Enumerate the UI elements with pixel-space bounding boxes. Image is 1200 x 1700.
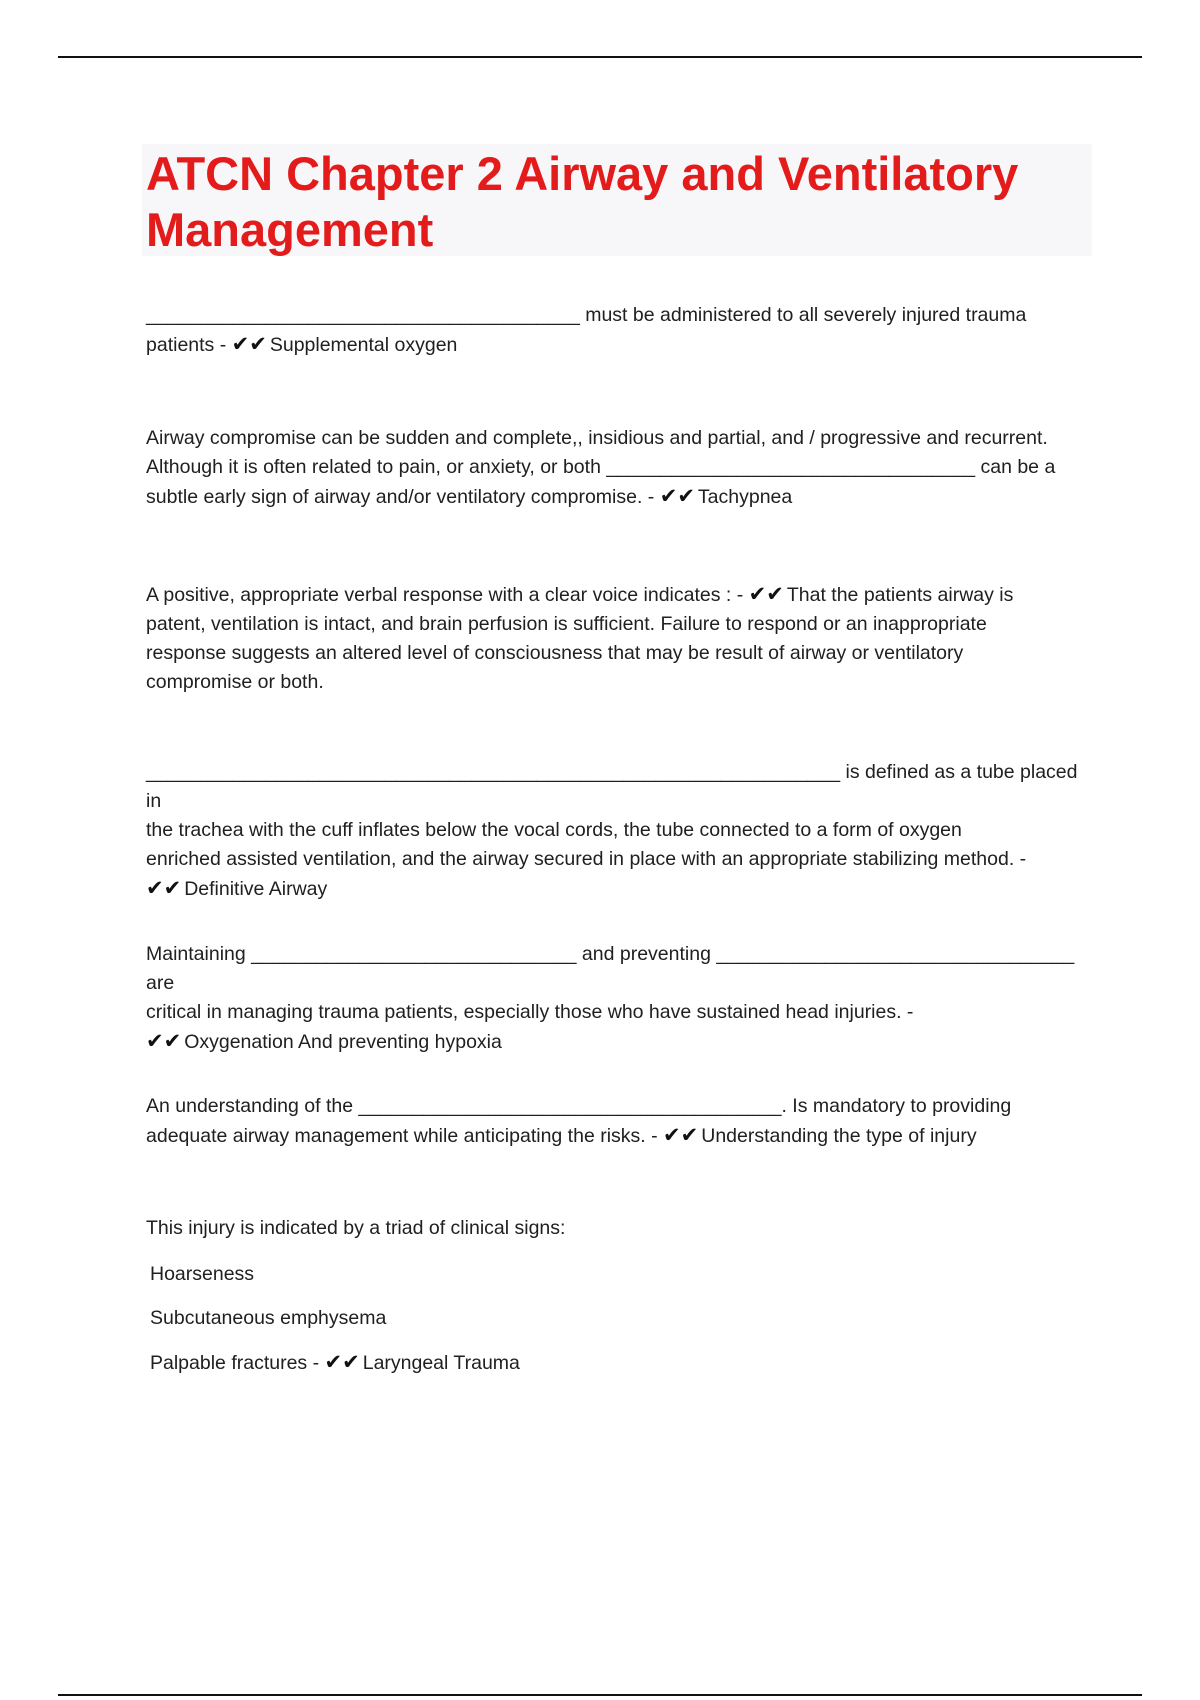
check-icon: ✔✔ (659, 484, 695, 508)
question-4 (146, 758, 1096, 904)
answer: That the patients airway is (786, 584, 1014, 606)
question-text: adequate airway management while anticipating the risks. - ✔✔ Understanding the type of injury (146, 1121, 1096, 1151)
question-text: the trachea with the cuff inflates below the vocal cords, the tube connected to a form of oxygen (146, 819, 962, 841)
question-text: enriched assisted ventilation, and the airway secured in place with an appropriate stabilizing method. - (146, 848, 1027, 870)
question-text: An understanding of the _______________________________________. Is mandatory to providing (146, 1095, 1012, 1117)
list-item: Palpable fractures - ✔✔ Laryngeal Trauma (150, 1348, 1096, 1378)
answer: Tachypnea (697, 486, 793, 508)
question-text: patients - ✔✔ Supplemental oxygen (146, 330, 1096, 360)
question-text: ________________________________________ must be administered to all severely injured trauma (146, 304, 1027, 326)
list-item: Subcutaneous emphysema (150, 1307, 387, 1329)
check-icon: ✔✔ (146, 1029, 182, 1053)
question-5 (146, 940, 1096, 1057)
question-text: ________________________________________________________________ is defined as a tube placed in (146, 761, 1078, 812)
check-icon: ✔✔ (748, 582, 784, 606)
question-text: Airway compromise can be sudden and complete,, insidious and partial, and / progressive and recurrent. (146, 427, 1048, 449)
question-2 (146, 424, 1096, 512)
answer-line (146, 1027, 1096, 1057)
question-1 (146, 301, 1096, 360)
question-text: A positive, appropriate verbal response with a clear voice indicates : - ✔✔ That the patients airway is (146, 580, 1096, 610)
bottom-rule (58, 1694, 1142, 1696)
answer: Supplemental oxygen (269, 334, 458, 356)
list-item: Hoarseness (150, 1263, 255, 1285)
question-6 (146, 1092, 1096, 1151)
question-text: subtle early sign of airway and/or ventilatory compromise. - ✔✔ Tachypnea (146, 482, 1096, 512)
check-icon: ✔✔ (324, 1350, 360, 1374)
top-rule (58, 56, 1142, 58)
check-icon: ✔✔ (231, 332, 267, 356)
answer: Understanding the type of injury (701, 1125, 977, 1147)
check-icon: ✔✔ (146, 876, 182, 900)
answer-text: response suggests an altered level of consciousness that may be result of airway or ventilatory (146, 642, 964, 664)
page-title: ATCN Chapter 2 Airway and Ventilatory Management (146, 147, 1019, 256)
answer: Oxygenation And preventing hypoxia (184, 1031, 502, 1053)
question-text: Maintaining ______________________________ and preventing _________________________________ are (146, 943, 1075, 994)
question-text: This injury is indicated by a triad of clinical signs: (146, 1217, 566, 1239)
answer: Definitive Airway (184, 878, 328, 900)
question-7 (146, 1214, 1096, 1378)
answer-text: patent, ventilation is intact, and brain perfusion is sufficient. Failure to respond or an inappropriate (146, 613, 987, 635)
answer-text: compromise or both. (146, 671, 324, 693)
question-text: critical in managing trauma patients, especially those who have sustained head injuries. - (146, 1001, 914, 1023)
answer: Laryngeal Trauma (362, 1352, 520, 1374)
question-3 (146, 580, 1096, 697)
check-icon: ✔✔ (663, 1123, 699, 1147)
answer-line (146, 874, 1096, 904)
question-text: Although it is often related to pain, or anxiety, or both __________________________________ can be a (146, 456, 1056, 478)
